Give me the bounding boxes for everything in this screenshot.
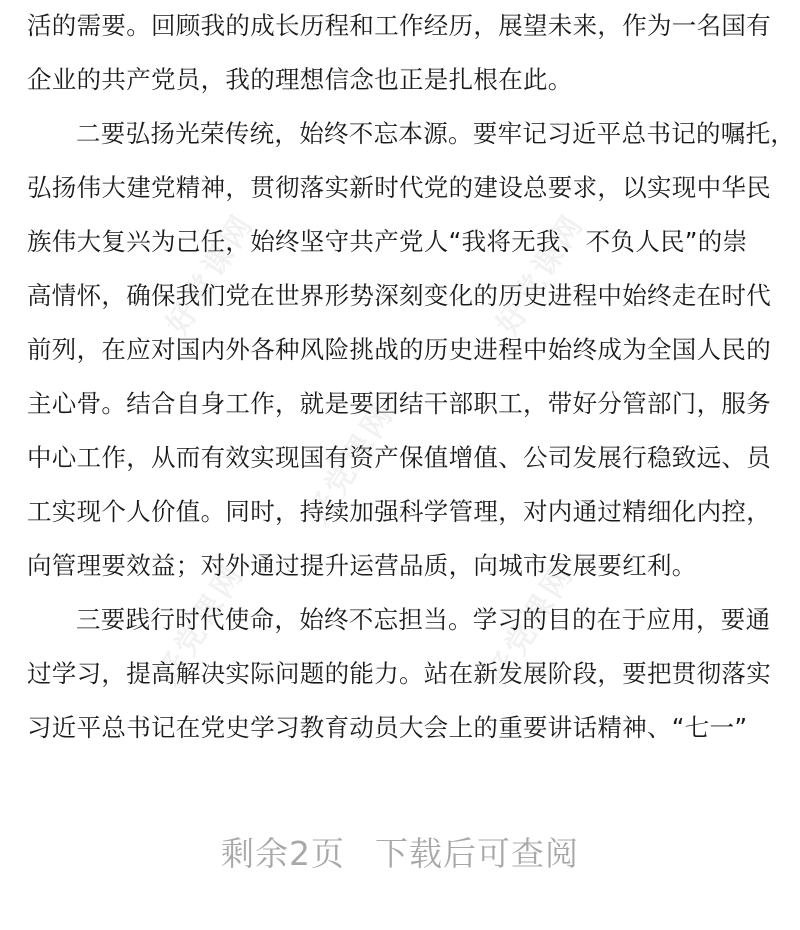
text-line: 族伟大复兴为己任，始终坚守共产党人“我将无我、不负人民”的崇 [27, 227, 748, 256]
text-line: 主心骨。结合自身工作，就是要团结干部职工，带好分管部门，服务 [27, 389, 771, 418]
text-line: 工实现个人价值。同时，持续加强科学管理，对内通过精细化内控， [27, 497, 771, 526]
remaining-pages-label: 剩余2页 [221, 834, 345, 873]
watermark: 好党课网 [160, 206, 262, 341]
text-line: 三要践行时代使命，始终不忘担当。学习的目的在于应用，要通 [76, 605, 771, 634]
text-line: 前列，在应对国内外各种风险挑战的历史进程中始终成为全国人民的 [27, 335, 771, 364]
watermark: 好党课网 [150, 556, 252, 691]
paragraph-3 [27, 593, 777, 755]
text-line: 企业的共产党员，我的理想信念也正是扎根在此。 [27, 65, 573, 94]
text-line: 过学习，提高解决实际问题的能力。站在新发展阶段，要把贯彻落实 [27, 659, 771, 688]
watermark: 好党课网 [300, 396, 402, 531]
download-more-link[interactable] [0, 828, 800, 875]
text-line: 习近平总书记在党史学习教育动员大会上的重要讲话精神、“七一” [27, 713, 748, 742]
paragraph-2 [27, 107, 796, 593]
text-line: 向管理要效益；对外通过提升运营品质，向城市发展要红利。 [27, 551, 697, 580]
watermark: 好党课网 [480, 556, 582, 691]
text-line: 弘扬伟大建党精神，贯彻落实新时代党的建设总要求，以实现中华民 [27, 173, 771, 202]
download-to-view-label: 下载后可查阅 [375, 834, 579, 873]
text-line: 活的需要。回顾我的成长历程和工作经历，展望未来，作为一名国有 [27, 11, 771, 40]
text-line: 中心工作，从而有效实现国有资产保值增值、公司发展行稳致远、员 [27, 443, 771, 472]
paragraph-1 [27, 0, 777, 107]
document-body [27, 0, 796, 755]
text-line: 高情怀，确保我们党在世界形势深刻变化的历史进程中始终走在时代 [27, 281, 771, 310]
text-line: 二要弘扬光荣传统，始终不忘本源。要牢记习近平总书记的嘱托， [76, 119, 796, 148]
watermark: 好党课网 [490, 206, 592, 341]
